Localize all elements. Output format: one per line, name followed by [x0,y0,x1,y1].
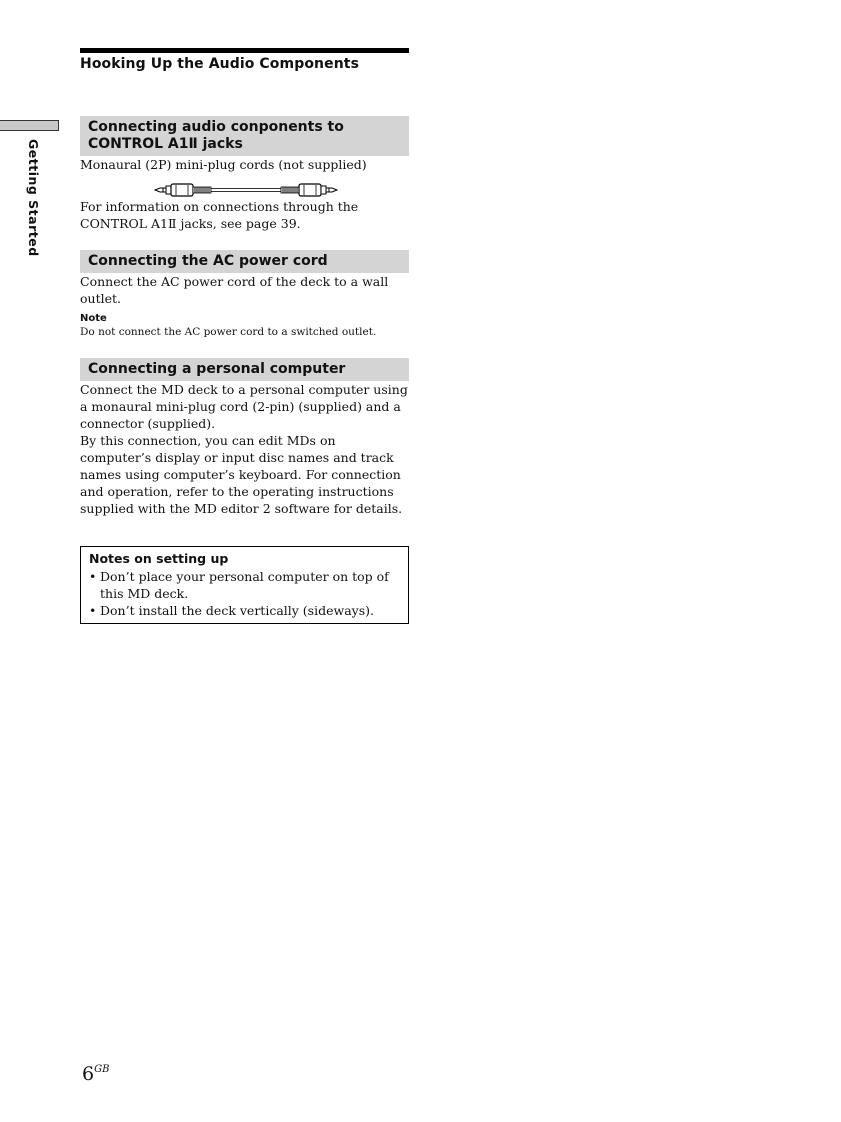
notes-title: Notes on setting up [89,551,229,566]
page-number-suffix: GB [94,1064,110,1075]
section-heading-control-a1: Connecting audio conponents to CONTROL A1Ⅱ jacks [80,116,409,156]
notes-list [89,568,400,619]
header-rule [80,48,409,53]
notes-on-setting-up-box [80,546,409,624]
main-content [80,116,409,624]
note-text: Do not connect the AC power cord to a switched outlet. [80,326,377,338]
bullet-icon: • [89,569,97,584]
page-header-title: Hooking Up the Audio Components [80,56,360,72]
side-tab-marker [0,120,59,131]
mini-plug-cord-illustration [154,182,409,198]
note-label: Note [80,313,107,324]
section-heading-personal-computer: Connecting a personal computer [80,358,409,381]
side-tab-label: Getting Started [26,139,41,257]
pc-connection-details: By this connection, you can edit MDs on computer’s display or input disc names and track names using computer’s keyboard. For connection and operation, refer to the operating instructions supplied with the MD editor 2 software for details. [80,433,403,516]
bullet-icon: • [89,603,97,618]
page-number-value: 6 [82,1063,95,1085]
list-item [89,602,400,619]
section-heading-ac-power: Connecting the AC power cord [80,250,409,273]
cord-description: Monaural (2P) mini-plug cords (not supplied) [80,157,367,172]
mini-plug-cord-icon [154,182,338,198]
note-item-text: Don’t install the deck vertically (sideways). [100,603,374,618]
pc-connection-text: Connect the MD deck to a personal computer using a monaural mini-plug cord (2-pin) (supplied) and a connector (supplied). [80,382,408,431]
page-number [82,1063,109,1085]
control-a1-info: For information on connections through the CONTROL A1Ⅱ jacks, see page 39. [80,199,359,231]
note-item-text: Don’t place your personal computer on top of this MD deck. [100,569,389,601]
list-item [89,568,400,602]
ac-power-instructions: Connect the AC power cord of the deck to a wall outlet. [80,274,389,306]
